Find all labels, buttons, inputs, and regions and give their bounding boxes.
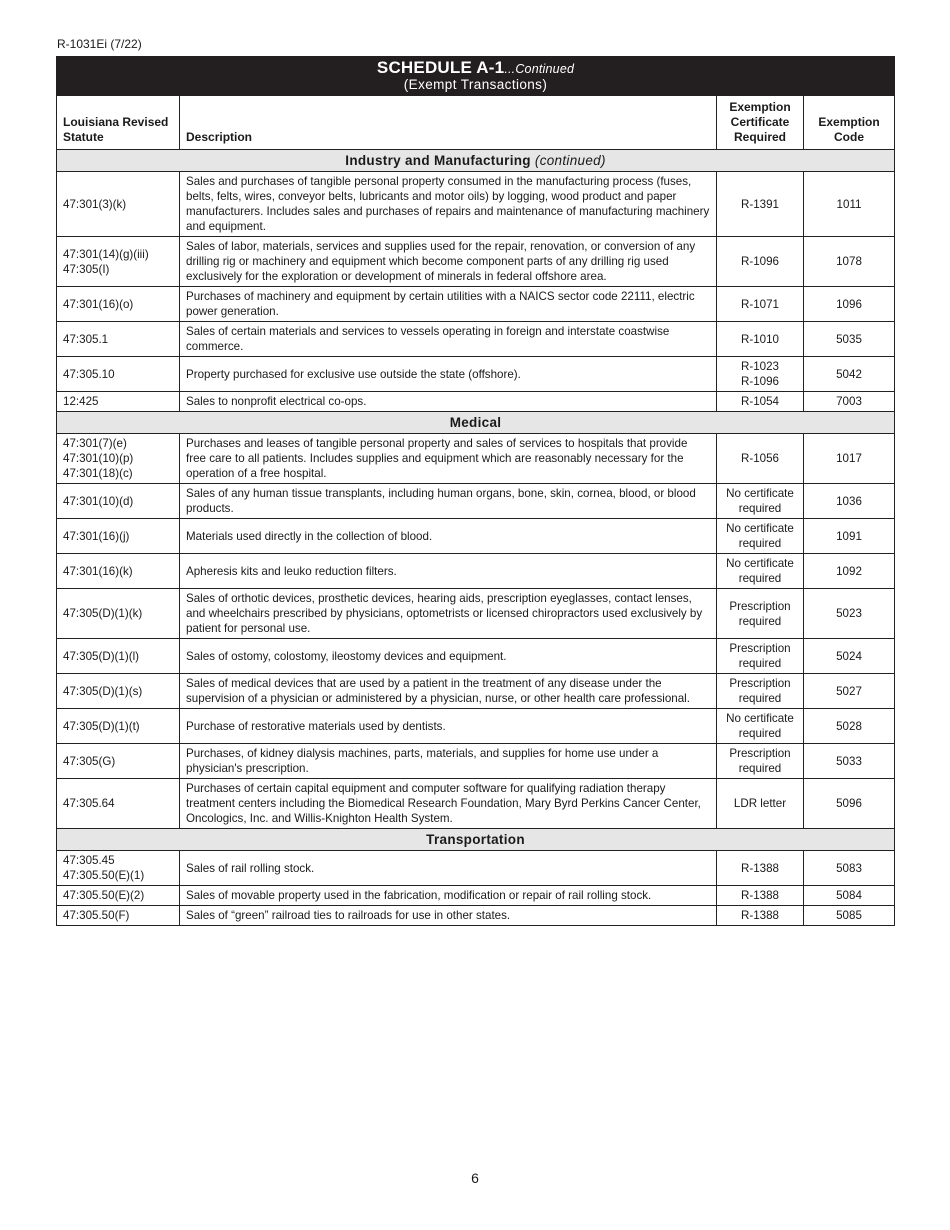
code-cell: 1091 xyxy=(804,519,895,554)
table-row xyxy=(57,589,895,639)
table-row xyxy=(57,779,895,829)
code-cell: 5084 xyxy=(804,886,895,906)
section-title-text: Industry and Manufacturing xyxy=(345,153,531,168)
statute-cell: 47:305.64 xyxy=(57,779,180,829)
statute-cell: 47:301(16)(k) xyxy=(57,554,180,589)
code-cell: 1017 xyxy=(804,434,895,484)
certificate-cell: No certificate required xyxy=(717,484,804,519)
code-cell: 1011 xyxy=(804,172,895,237)
table-row xyxy=(57,172,895,237)
certificate-cell: R-1388 xyxy=(717,851,804,886)
description-cell: Materials used directly in the collection of blood. xyxy=(180,519,717,554)
statute-cell: 47:301(10)(d) xyxy=(57,484,180,519)
section-title xyxy=(57,150,895,172)
code-cell: 5023 xyxy=(804,589,895,639)
description-cell: Purchases of certain capital equipment and computer software for qualifying radiation therapy treatment centers including the Biomedical Research Foundation, Mary Byrd Perkins Cancer Center, Oncologics, Inc. and Willis-Knighton Health System. xyxy=(180,779,717,829)
description-cell: Sales of medical devices that are used by a patient in the treatment of any disease under the supervision of a physician or administered by a physician, nurse, or other health care professional. xyxy=(180,674,717,709)
table-row xyxy=(57,287,895,322)
code-cell: 5033 xyxy=(804,744,895,779)
table-row xyxy=(57,744,895,779)
certificate-cell: R-1391 xyxy=(717,172,804,237)
statute-cell: 47:305.50(E)(2) xyxy=(57,886,180,906)
statute-cell: 47:305.1 xyxy=(57,322,180,357)
schedule-table xyxy=(56,56,895,926)
table-row xyxy=(57,519,895,554)
code-cell: 5096 xyxy=(804,779,895,829)
code-cell: 5085 xyxy=(804,906,895,926)
code-cell: 1036 xyxy=(804,484,895,519)
statute-cell: 47:305.45 47:305.50(E)(1) xyxy=(57,851,180,886)
description-cell: Sales of certain materials and services to vessels operating in foreign and interstate coastwise commerce. xyxy=(180,322,717,357)
description-cell: Sales of ostomy, colostomy, ileostomy devices and equipment. xyxy=(180,639,717,674)
table-row xyxy=(57,851,895,886)
certificate-cell: R-1054 xyxy=(717,392,804,412)
statute-cell: 47:305.10 xyxy=(57,357,180,392)
description-cell: Sales of orthotic devices, prosthetic devices, hearing aids, prescription eyeglasses, contact lenses, and wheelchairs prescribed by physicians, optometrists or licensed chiropractors used exclusively by patient for personal use. xyxy=(180,589,717,639)
description-cell: Purchases, of kidney dialysis machines, parts, materials, and supplies for home use under a physician's prescription. xyxy=(180,744,717,779)
table-row xyxy=(57,237,895,287)
table-row xyxy=(57,322,895,357)
section-header xyxy=(57,412,895,434)
certificate-cell: No certificate required xyxy=(717,709,804,744)
code-cell: 1078 xyxy=(804,237,895,287)
statute-cell: 47:305.50(F) xyxy=(57,906,180,926)
code-cell: 5042 xyxy=(804,357,895,392)
code-cell: 1096 xyxy=(804,287,895,322)
col-header-code: Exemption Code xyxy=(804,96,895,150)
description-cell: Apheresis kits and leuko reduction filters. xyxy=(180,554,717,589)
description-cell: Property purchased for exclusive use outside the state (offshore). xyxy=(180,357,717,392)
description-cell: Sales and purchases of tangible personal property consumed in the manufacturing process (fuses, belts, felts, wires, conveyor belts, lubricants and motor oils) by logging, wood product and paper manufacturers. Includes sales and purchases of repairs and maintenance of manufacturing machinery and equipment. xyxy=(180,172,717,237)
certificate-cell: Prescription required xyxy=(717,674,804,709)
certificate-cell: No certificate required xyxy=(717,554,804,589)
table-row xyxy=(57,639,895,674)
statute-cell: 12:425 xyxy=(57,392,180,412)
certificate-cell: LDR letter xyxy=(717,779,804,829)
code-cell: 5027 xyxy=(804,674,895,709)
certificate-cell: R-1010 xyxy=(717,322,804,357)
code-cell: 5035 xyxy=(804,322,895,357)
description-cell: Sales of movable property used in the fabrication, modification or repair of rail rolling stock. xyxy=(180,886,717,906)
description-cell: Sales of rail rolling stock. xyxy=(180,851,717,886)
certificate-cell: No certificate required xyxy=(717,519,804,554)
description-cell: Sales to nonprofit electrical co-ops. xyxy=(180,392,717,412)
section-title xyxy=(57,412,895,434)
table-row xyxy=(57,886,895,906)
description-cell: Purchases and leases of tangible personal property and sales of services to hospitals that provide free care to all patients. Includes supplies and equipment which are reasonably necessary for the operation of a free hospital. xyxy=(180,434,717,484)
section-header xyxy=(57,150,895,172)
column-headers xyxy=(57,96,895,150)
certificate-cell: R-1096 xyxy=(717,237,804,287)
table-row xyxy=(57,484,895,519)
schedule-subtitle: (Exempt Transactions) xyxy=(403,77,548,92)
table-row xyxy=(57,906,895,926)
code-cell: 5083 xyxy=(804,851,895,886)
code-cell: 7003 xyxy=(804,392,895,412)
certificate-cell: R-1388 xyxy=(717,906,804,926)
form-id: R-1031Ei (7/22) xyxy=(57,37,142,51)
statute-cell: 47:305(D)(1)(s) xyxy=(57,674,180,709)
certificate-cell: R-1388 xyxy=(717,886,804,906)
description-cell: Purchase of restorative materials used by dentists. xyxy=(180,709,717,744)
schedule-body xyxy=(57,150,895,926)
statute-cell: 47:305(D)(1)(k) xyxy=(57,589,180,639)
code-cell: 5024 xyxy=(804,639,895,674)
schedule-title: SCHEDULE A-1...Continued xyxy=(376,58,575,77)
schedule-banner xyxy=(57,57,895,96)
col-header-statute: Louisiana Revised Statute xyxy=(57,96,180,150)
statute-cell: 47:301(14)(g)(iii) 47:305(I) xyxy=(57,237,180,287)
certificate-cell: Prescription required xyxy=(717,744,804,779)
certificate-cell: R-1056 xyxy=(717,434,804,484)
table-row xyxy=(57,709,895,744)
col-header-description: Description xyxy=(180,96,717,150)
statute-cell: 47:301(3)(k) xyxy=(57,172,180,237)
certificate-cell: R-1023 R-1096 xyxy=(717,357,804,392)
statute-cell: 47:305(G) xyxy=(57,744,180,779)
section-title-suffix: (continued) xyxy=(534,153,606,168)
statute-cell: 47:301(16)(j) xyxy=(57,519,180,554)
table-row xyxy=(57,357,895,392)
section-title-text: Transportation xyxy=(426,832,525,847)
table-row xyxy=(57,392,895,412)
description-cell: Sales of labor, materials, services and supplies used for the repair, renovation, or conversion of any drilling rig or machinery and equipment which become component parts of any drilling rig used exclusively for the exploration or development of minerals in federal offshore area. xyxy=(180,237,717,287)
table-row xyxy=(57,554,895,589)
statute-cell: 47:301(16)(o) xyxy=(57,287,180,322)
page-number: 6 xyxy=(471,1170,479,1186)
statute-cell: 47:305(D)(1)(l) xyxy=(57,639,180,674)
certificate-cell: Prescription required xyxy=(717,589,804,639)
statute-cell: 47:305(D)(1)(t) xyxy=(57,709,180,744)
description-cell: Sales of “green” railroad ties to railroads for use in other states. xyxy=(180,906,717,926)
certificate-cell: Prescription required xyxy=(717,639,804,674)
col-header-certificate: Exemption Certificate Required xyxy=(717,96,804,150)
code-cell: 5028 xyxy=(804,709,895,744)
code-cell: 1092 xyxy=(804,554,895,589)
section-title-text: Medical xyxy=(449,415,502,430)
description-cell: Purchases of machinery and equipment by certain utilities with a NAICS sector code 22111, electric power generation. xyxy=(180,287,717,322)
description-cell: Sales of any human tissue transplants, including human organs, bone, skin, cornea, blood, or blood products. xyxy=(180,484,717,519)
section-title xyxy=(57,829,895,851)
statute-cell: 47:301(7)(e) 47:301(10)(p) 47:301(18)(c) xyxy=(57,434,180,484)
table-row xyxy=(57,674,895,709)
table-row xyxy=(57,434,895,484)
certificate-cell: R-1071 xyxy=(717,287,804,322)
section-header xyxy=(57,829,895,851)
